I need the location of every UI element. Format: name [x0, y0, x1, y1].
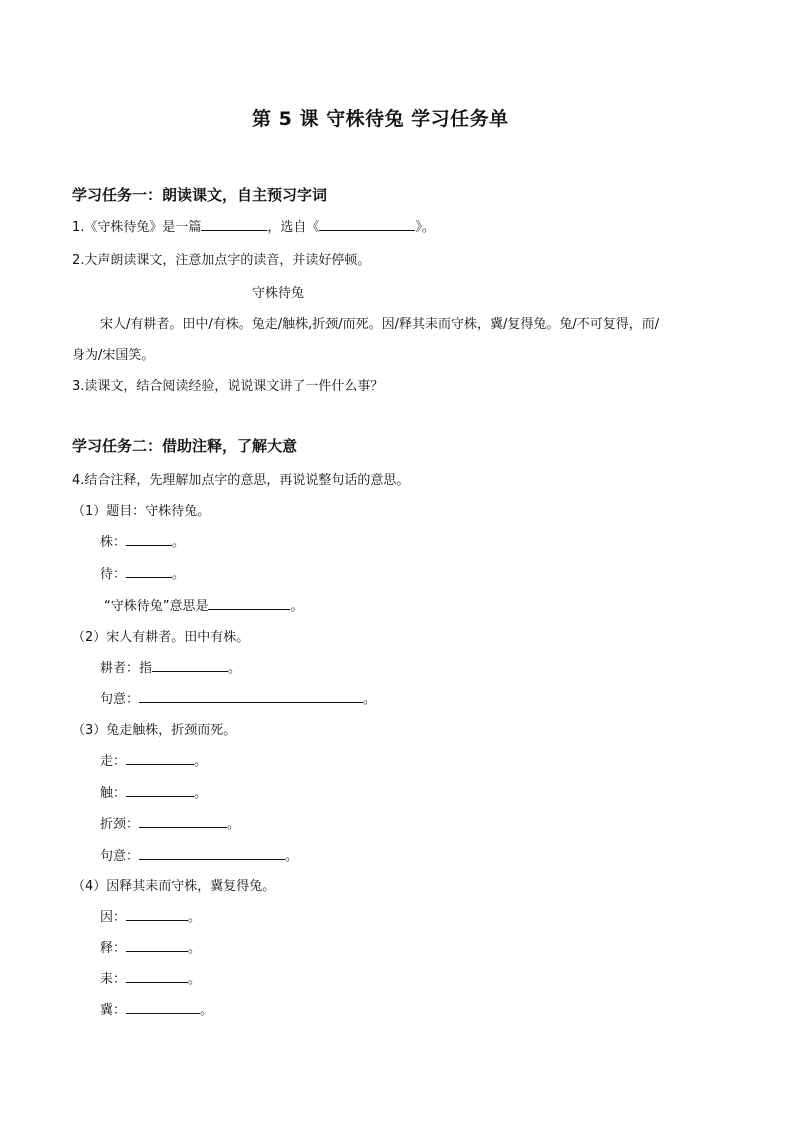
yin-blank[interactable]	[126, 907, 188, 921]
yin-end: 。	[188, 910, 202, 925]
meaning-end: 。	[290, 599, 304, 614]
juyi2-end: 。	[363, 692, 377, 707]
juyi3-blank[interactable]	[139, 846, 285, 860]
juyi3-end: 。	[285, 849, 299, 864]
gengzhe-end: 。	[228, 661, 242, 676]
zhu-end: 。	[172, 535, 186, 550]
zou-end: 。	[194, 754, 208, 769]
part-2-juyi	[100, 688, 376, 707]
q1-text-c: 》。	[415, 220, 435, 235]
chu-end: 。	[194, 786, 208, 801]
zhejing-label: 折颈：	[100, 817, 140, 832]
juyi3-label: 句意：	[100, 849, 140, 864]
gengzhe-label: 耕者：指	[100, 661, 153, 676]
question-1	[72, 216, 435, 235]
shi-label: 释：	[100, 941, 127, 956]
part-3-zou	[100, 750, 207, 769]
dai-label: 待：	[100, 567, 127, 582]
meaning-label: “守株待兔”意思是	[104, 599, 209, 614]
q1-text-b: ，选自《	[267, 220, 320, 235]
part-4-label: （4）因释其耒而守株，冀复得兔。	[72, 879, 276, 894]
part-2-label: （2）宋人有耕者。田中有株。	[72, 630, 250, 645]
part-3-chu	[100, 782, 207, 801]
part-4-shi	[100, 937, 201, 956]
shi-blank[interactable]	[126, 938, 188, 952]
q1-blank-source[interactable]	[319, 217, 415, 231]
meaning-blank[interactable]	[208, 596, 290, 610]
dai-end: 。	[172, 567, 186, 582]
dai-blank[interactable]	[126, 564, 172, 578]
zhu-label: 株：	[100, 535, 127, 550]
question-2: 2.大声朗读课文，注意加点字的读音，并读好停顿。	[72, 253, 371, 268]
task2-heading: 学习任务二：借助注释，了解大意	[72, 437, 298, 455]
chu-label: 触：	[100, 786, 127, 801]
part-3-juyi	[100, 845, 298, 864]
question-3: 3.读课文，结合阅读经验，说说课文讲了一件什么事？	[72, 379, 384, 394]
page-title: 第 5 课 守株待兔 学习任务单	[252, 108, 509, 130]
ji-end: 。	[200, 1003, 214, 1018]
shi-end: 。	[188, 941, 202, 956]
passage-line-2: 身为/宋国笑。	[72, 348, 155, 363]
yin-label: 因：	[100, 910, 127, 925]
juyi2-label: 句意：	[100, 692, 140, 707]
part-2-gengzhe	[100, 657, 241, 676]
zou-blank[interactable]	[126, 751, 194, 765]
part-3-zhejing	[100, 813, 240, 832]
lei-blank[interactable]	[126, 969, 188, 983]
part-3-label: （3）兔走触株，折颈而死。	[72, 723, 237, 738]
part-1-zhu	[100, 531, 185, 550]
chu-blank[interactable]	[126, 783, 194, 797]
lei-label: 耒：	[100, 972, 127, 987]
juyi2-blank[interactable]	[139, 689, 363, 703]
q1-text-a: 1.《守株待兔》是一篇	[72, 220, 202, 235]
passage-line-1: 宋人/有耕者。田中/有株。兔走/触株,折颈/而死。因/释其耒而守株，冀/复得兔。兔/不可复得，而/	[100, 317, 660, 332]
part-1-meaning	[104, 595, 304, 614]
part-1-dai	[100, 563, 185, 582]
ji-label: 冀：	[100, 1003, 127, 1018]
ji-blank[interactable]	[126, 1000, 200, 1014]
passage-title: 守株待兔	[252, 286, 305, 301]
zou-label: 走：	[100, 754, 127, 769]
part-1-label: （1）题目：守株待兔。	[72, 504, 211, 519]
zhejing-blank[interactable]	[139, 814, 227, 828]
zhejing-end: 。	[227, 817, 241, 832]
gengzhe-blank[interactable]	[152, 658, 228, 672]
question-4: 4.结合注释，先理解加点字的意思，再说说整句话的意思。	[72, 473, 410, 488]
task1-heading: 学习任务一：朗读课文，自主预习字词	[72, 186, 328, 204]
lei-end: 。	[188, 972, 202, 987]
q1-blank-genre[interactable]	[201, 217, 267, 231]
part-4-ji	[100, 999, 213, 1018]
part-4-yin	[100, 906, 201, 925]
part-4-lei	[100, 968, 201, 987]
zhu-blank[interactable]	[126, 532, 172, 546]
